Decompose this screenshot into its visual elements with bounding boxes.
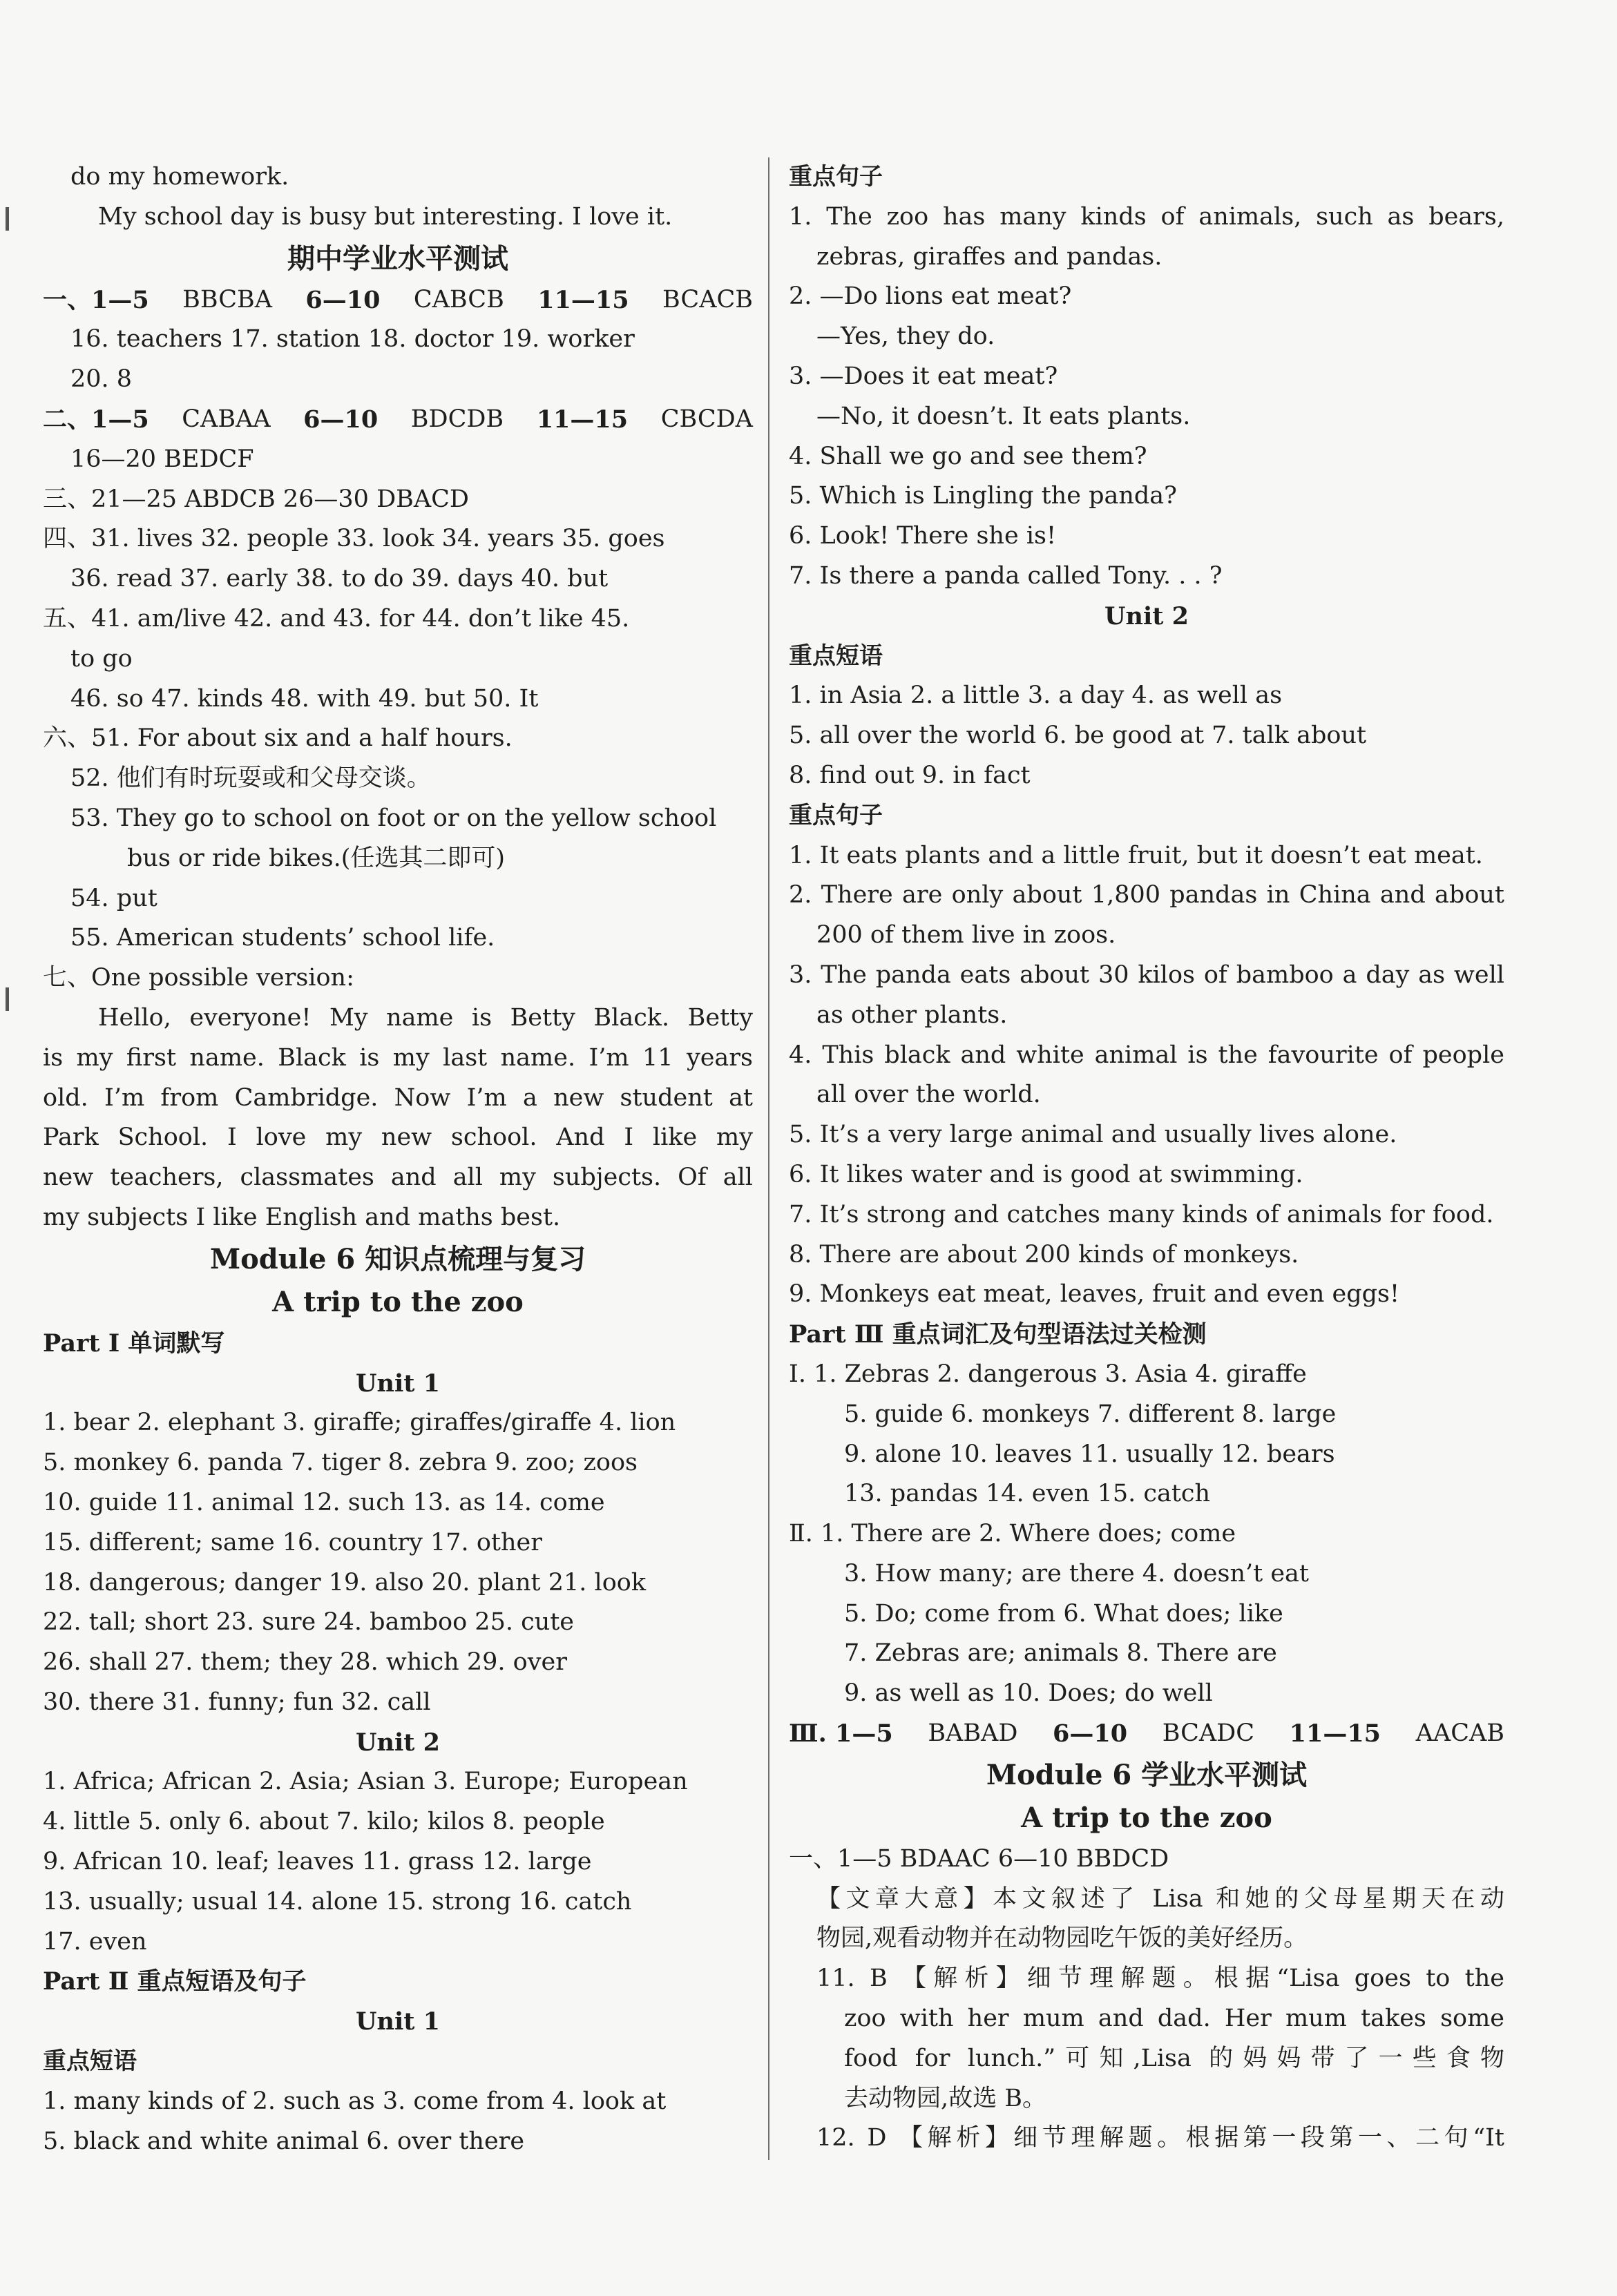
sub-heading: 重点短语 — [789, 641, 883, 670]
question-range: 11—15 — [536, 405, 629, 434]
text-line: 5. guide 6. monkeys 7. different 8. large — [844, 1400, 1337, 1428]
text-line: 6. Look! There she is! — [789, 522, 1057, 550]
section-title: Module 6 知识点梳理与复习 — [209, 1242, 586, 1275]
answer-letters: CABAA — [182, 405, 271, 433]
text-line: 17. even — [43, 1927, 147, 1956]
part-heading: Part Ⅲ 重点词汇及句型语法过关检测 — [789, 1320, 1207, 1349]
text-line: 15. different; same 16. country 17. other — [43, 1528, 542, 1556]
text-line: bus or ride bikes.(任选其二即可) — [127, 844, 506, 872]
text-line: 1. The zoo has many kinds of animals, such as bears, — [789, 202, 1504, 231]
text-line: 1. in Asia 2. a little 3. a day 4. as well as — [789, 682, 1283, 710]
text-line: —No, it doesn’t. It eats plants. — [816, 402, 1191, 430]
text-line: zebras, giraffes and pandas. — [816, 242, 1162, 271]
unit-heading: Unit 1 — [356, 1369, 440, 1398]
text-line: 53. They go to school on foot or on the yellow school — [70, 804, 717, 832]
text-line: 5. Which is Lingling the panda? — [789, 482, 1177, 510]
text-line: 1. bear 2. elephant 3. giraffe; giraffes/giraffe 4. lion — [43, 1409, 676, 1437]
text-line: 9. alone 10. leaves 11. usually 12. bears — [844, 1440, 1335, 1468]
section-title: 期中学业水平测试 — [287, 242, 508, 275]
text-line: 1. many kinds of 2. such as 3. come from 4. look at — [43, 2087, 667, 2115]
question-range: Ⅲ. 1—5 — [789, 1719, 893, 1748]
text-line: 13. pandas 14. even 15. catch — [844, 1480, 1211, 1508]
text-line: 六、51. For about six and a half hours. — [43, 724, 513, 753]
text-line: 26. shall 27. them; they 28. which 29. over — [43, 1648, 567, 1677]
column-divider — [768, 157, 769, 2160]
text-line: 10. guide 11. animal 12. such 13. as 14. come — [43, 1488, 605, 1516]
text-line: to go — [70, 644, 133, 673]
essay-line: new teachers, classmates and all my subjects. Of all — [43, 1164, 753, 1192]
left-column — [43, 157, 753, 2161]
text-line: 一、1—5 BDAAC 6—10 BBDCD — [789, 1844, 1169, 1873]
text-line: 9. as well as 10. Does; do well — [844, 1679, 1213, 1708]
text-line: 2. There are only about 1,800 pandas in China and about — [789, 881, 1504, 909]
text-line: 2. —Do lions eat meat? — [789, 282, 1072, 311]
question-range: 11—15 — [1289, 1719, 1381, 1748]
essay-line: old. I’m from Cambridge. Now I’m a new student at — [43, 1083, 753, 1112]
binding-mark — [6, 987, 9, 1011]
text-line: 16. teachers 17. station 18. doctor 19. worker — [70, 325, 635, 354]
text-line: 54. put — [70, 884, 157, 912]
text-line: 七、One possible version: — [43, 964, 354, 992]
text-line: 36. read 37. early 38. to do 39. days 40. but — [70, 565, 609, 593]
text-line: Ⅰ. 1. Zebras 2. dangerous 3. Asia 4. giraffe — [789, 1360, 1307, 1388]
question-range: 6—10 — [303, 405, 379, 434]
sub-heading: 重点短语 — [43, 2047, 137, 2076]
question-range: 二、1—5 — [43, 405, 149, 434]
text-line: 三、21—25 ABDCB 26—30 DBACD — [43, 485, 469, 513]
text-line: 5. It’s a very large animal and usually lives alone. — [789, 1121, 1397, 1149]
text-line: 5. Do; come from 6. What does; like — [844, 1599, 1283, 1628]
text-line: 四、31. lives 32. people 33. look 34. years 35. goes — [43, 525, 665, 553]
text-line: 30. there 31. funny; fun 32. call — [43, 1688, 431, 1716]
section-title: A trip to the zoo — [1021, 1801, 1272, 1834]
text-line: 13. usually; usual 14. alone 15. strong 16. catch — [43, 1887, 632, 1916]
answer-letters: BABAD — [928, 1719, 1018, 1748]
text-line: 6. It likes water and is good at swimming. — [789, 1160, 1303, 1188]
explanation-line: 11. B 【解析】细节理解题。根据“Lisa goes to the — [816, 1965, 1504, 1993]
answer-letters: BCACB — [662, 285, 753, 313]
sub-heading: 重点句子 — [789, 801, 883, 829]
answer-row — [43, 280, 753, 320]
text-line: 46. so 47. kinds 48. with 49. but 50. It — [70, 684, 539, 713]
text-line: as other plants. — [816, 1001, 1008, 1029]
text-line: 4. Shall we go and see them? — [789, 442, 1147, 470]
text-line: 8. There are about 200 kinds of monkeys. — [789, 1240, 1299, 1268]
answer-row — [43, 400, 753, 440]
text-line: all over the world. — [816, 1081, 1041, 1109]
right-column — [789, 157, 1504, 2159]
essay-line: Hello, everyone! My name is Betty Black. Betty — [98, 1003, 753, 1032]
answer-letters: BDCDB — [410, 405, 504, 433]
essay-line: my subjects I like English and maths best. — [43, 1203, 561, 1231]
question-range: 6—10 — [305, 285, 381, 314]
text-line: 7. It’s strong and catches many kinds of animals for food. — [789, 1200, 1494, 1228]
text-line: 3. How many; are there 4. doesn’t eat — [844, 1559, 1309, 1588]
text-line: 物园,观看动物并在动物园吃午饭的美好经历。 — [816, 1924, 1308, 1953]
question-range: 6—10 — [1053, 1719, 1128, 1748]
sub-heading: 重点句子 — [789, 163, 883, 191]
explanation-line: 12. D 【解析】细节理解题。根据第一段第一、二句“It — [816, 2124, 1504, 2152]
text-line: 16—20 BEDCF — [70, 445, 254, 473]
passage-summary: 【文章大意】本文叙述了 Lisa 和她的父母星期天在动 — [816, 1884, 1504, 1913]
binding-mark — [6, 207, 9, 231]
text-line: 5. monkey 6. panda 7. tiger 8. zebra 9. zoo; zoos — [43, 1449, 638, 1477]
explanation-line: food for lunch.”可知,Lisa 的妈妈带了一些食物 — [844, 2044, 1504, 2072]
section-title: Module 6 学业水平测试 — [986, 1758, 1308, 1791]
text-line: 22. tall; short 23. sure 24. bamboo 25. cute — [43, 1608, 575, 1637]
essay-line: is my first name. Black is my last name. I’m 11 years — [43, 1043, 753, 1072]
question-range: 11—15 — [537, 285, 629, 314]
answer-letters: BBCBA — [182, 285, 272, 313]
part-heading: Part Ⅱ 重点短语及句子 — [43, 1967, 307, 1996]
text-line: 3. The panda eats about 30 kilos of bamboo a day as well — [789, 961, 1504, 989]
text-line: 52. 他们有时玩耍或和父母交谈。 — [70, 764, 431, 793]
text-line: 9. African 10. leaf; leaves 11. grass 12. large — [43, 1848, 592, 1876]
text-line: 8. find out 9. in fact — [789, 761, 1031, 789]
question-range: 一、1—5 — [43, 285, 149, 314]
text-line: Ⅱ. 1. There are 2. Where does; come — [789, 1520, 1236, 1548]
text-line: do my homework. — [70, 163, 289, 191]
essay-line: Park School. I love my new school. And I like my — [43, 1123, 753, 1152]
text-line: 5. all over the world 6. be good at 7. talk about — [789, 722, 1367, 750]
text-line: 4. little 5. only 6. about 7. kilo; kilos 8. people — [43, 1808, 605, 1836]
unit-heading: Unit 2 — [1104, 601, 1189, 630]
answer-letters: CABCB — [413, 285, 504, 313]
text-line: 20. 8 — [70, 365, 133, 394]
text-line: 4. This black and white animal is the favourite of people — [789, 1041, 1504, 1069]
text-line: 五、41. am/live 42. and 43. for 44. don’t like 45. — [43, 604, 630, 633]
text-line: 55. American students’ school life. — [70, 924, 495, 952]
text-line: 3. —Does it eat meat? — [789, 362, 1058, 390]
text-line: 18. dangerous; danger 19. also 20. plant 21. look — [43, 1568, 647, 1596]
explanation-line: zoo with her mum and dad. Her mum takes some — [844, 2005, 1504, 2033]
unit-heading: Unit 2 — [356, 1728, 440, 1757]
answer-row — [789, 1714, 1504, 1754]
answer-letters: BCADC — [1162, 1719, 1254, 1748]
text-line: 5. black and white animal 6. over there — [43, 2127, 525, 2155]
text-line: —Yes, they do. — [816, 322, 995, 351]
text-line: 1. Africa; African 2. Asia; Asian 3. Europe; European — [43, 1768, 688, 1796]
text-line: 去动物园,故选 B。 — [844, 2084, 1046, 2112]
text-line: 200 of them live in zoos. — [816, 921, 1116, 949]
answer-letters: AACAB — [1415, 1719, 1504, 1748]
text-line: 7. Is there a panda called Tony. . . ? — [789, 561, 1223, 590]
answer-letters: CBCDA — [660, 405, 753, 433]
part-heading: Part Ⅰ 单词默写 — [43, 1329, 225, 1358]
text-line: 7. Zebras are; animals 8. There are — [844, 1639, 1277, 1668]
unit-heading: Unit 1 — [356, 2007, 440, 2036]
text-line: 9. Monkeys eat meat, leaves, fruit and even eggs! — [789, 1280, 1400, 1309]
text-line: 1. It eats plants and a little fruit, but it doesn’t eat meat. — [789, 841, 1483, 869]
text-line: My school day is busy but interesting. I love it. — [98, 202, 673, 231]
section-title: A trip to the zoo — [272, 1285, 524, 1318]
